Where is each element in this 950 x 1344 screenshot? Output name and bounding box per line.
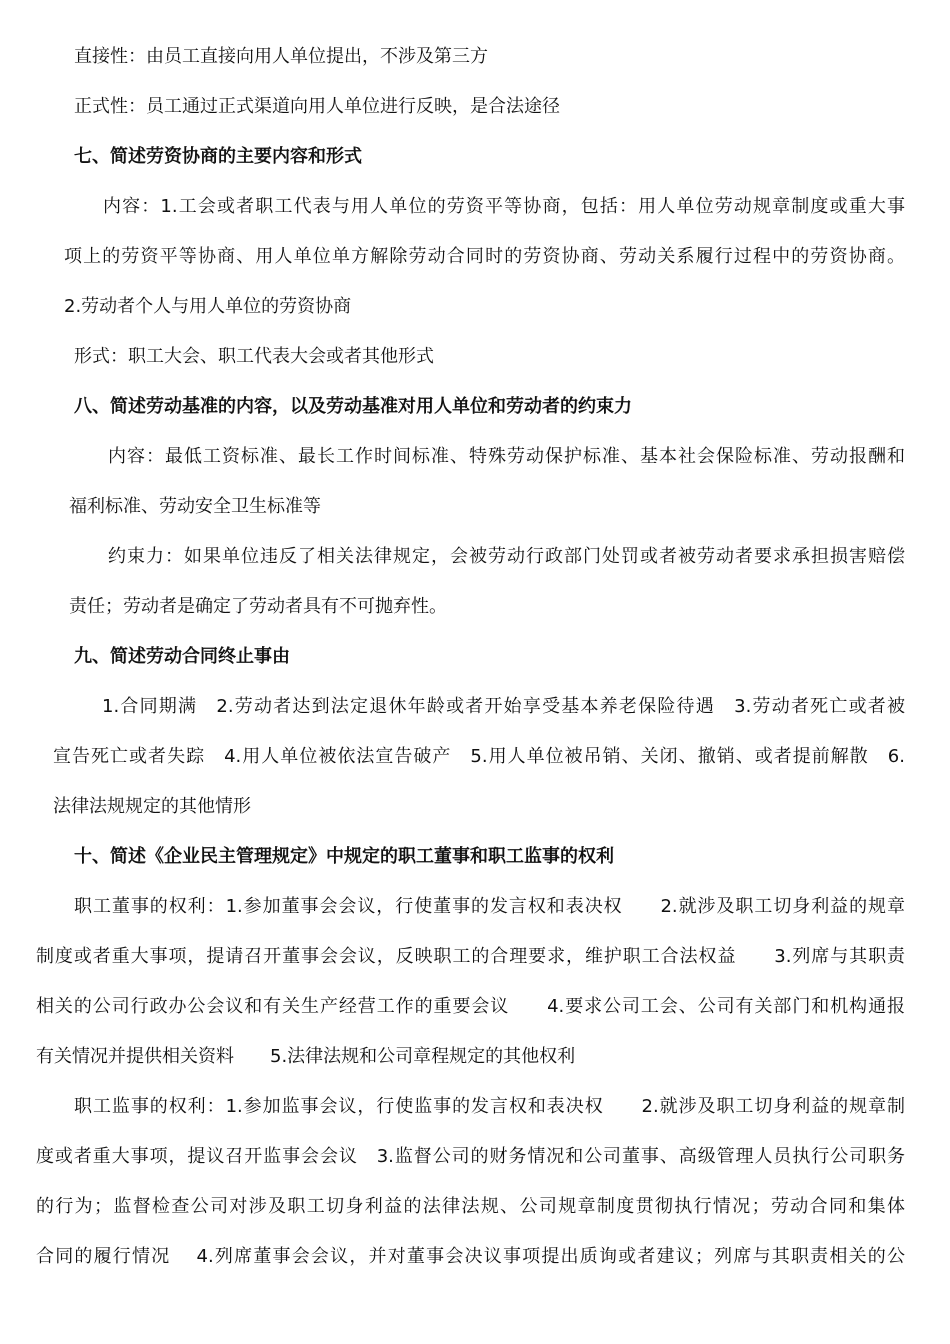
- text-line: 相关的公司行政办公会议和有关生产经营工作的重要会议 4.要求公司工会、公司有关部门和机构通报: [36, 996, 905, 1017]
- text-line: 直接性：由员工直接向用人单位提出，不涉及第三方: [74, 46, 488, 67]
- text-line: 合同的履行情况 4.列席董事会会议，并对董事会决议事项提出质询或者建议；列席与其职责相关的公: [36, 1246, 905, 1267]
- text-line: 福利标准、劳动安全卫生标准等: [69, 496, 321, 517]
- text-line: 度或者重大事项，提议召开监事会会议 3.监督公司的财务情况和公司董事、高级管理人员执行公司职务: [36, 1146, 905, 1167]
- text-line: 有关情况并提供相关资料 5.法律法规和公司章程规定的其他权利: [36, 1046, 576, 1067]
- text-line: 宣告死亡或者失踪 4.用人单位被依法宣告破产 5.用人单位被吊销、关闭、撤销、或者提前解散 6.: [53, 746, 905, 767]
- text-line: 职工董事的权利：1.参加董事会会议，行使董事的发言权和表决权 2.就涉及职工切身利益的规章: [74, 896, 905, 917]
- text-line: 内容：最低工资标准、最长工作时间标准、特殊劳动保护标准、基本社会保险标准、劳动报酬和: [108, 446, 905, 467]
- section-heading: 七、简述劳资协商的主要内容和形式: [74, 146, 362, 167]
- section-heading: 八、简述劳动基准的内容，以及劳动基准对用人单位和劳动者的约束力: [74, 396, 632, 417]
- text-line: 职工监事的权利：1.参加监事会议，行使监事的发言权和表决权 2.就涉及职工切身利益的规章制: [74, 1096, 905, 1117]
- text-line: 2.劳动者个人与用人单位的劳资协商: [64, 296, 352, 317]
- text-line: 项上的劳资平等协商、用人单位单方解除劳动合同时的劳资协商、劳动关系履行过程中的劳资协商。: [64, 246, 905, 267]
- section-heading: 十、简述《企业民主管理规定》中规定的职工董事和职工监事的权利: [74, 846, 614, 867]
- text-line: 形式：职工大会、职工代表大会或者其他形式: [74, 346, 434, 367]
- text-line: 约束力：如果单位违反了相关法律规定，会被劳动行政部门处罚或者被劳动者要求承担损害赔偿: [108, 546, 905, 567]
- text-line: 内容：1.工会或者职工代表与用人单位的劳资平等协商，包括：用人单位劳动规章制度或重大事: [103, 196, 905, 217]
- text-line: 正式性：员工通过正式渠道向用人单位进行反映，是合法途径: [74, 96, 560, 117]
- text-line: 1.合同期满 2.劳动者达到法定退休年龄或者开始享受基本养老保险待遇 3.劳动者死亡或者被: [102, 696, 905, 717]
- text-line: 制度或者重大事项，提请召开董事会会议，反映职工的合理要求，维护职工合法权益 3.列席与其职责: [36, 946, 905, 967]
- text-line: 责任；劳动者是确定了劳动者具有不可抛弃性。: [69, 596, 447, 617]
- text-line: 法律法规规定的其他情形: [53, 796, 251, 817]
- section-heading: 九、简述劳动合同终止事由: [74, 646, 290, 667]
- text-line: 的行为；监督检查公司对涉及职工切身利益的法律法规、公司规章制度贯彻执行情况；劳动合同和集体: [36, 1196, 905, 1217]
